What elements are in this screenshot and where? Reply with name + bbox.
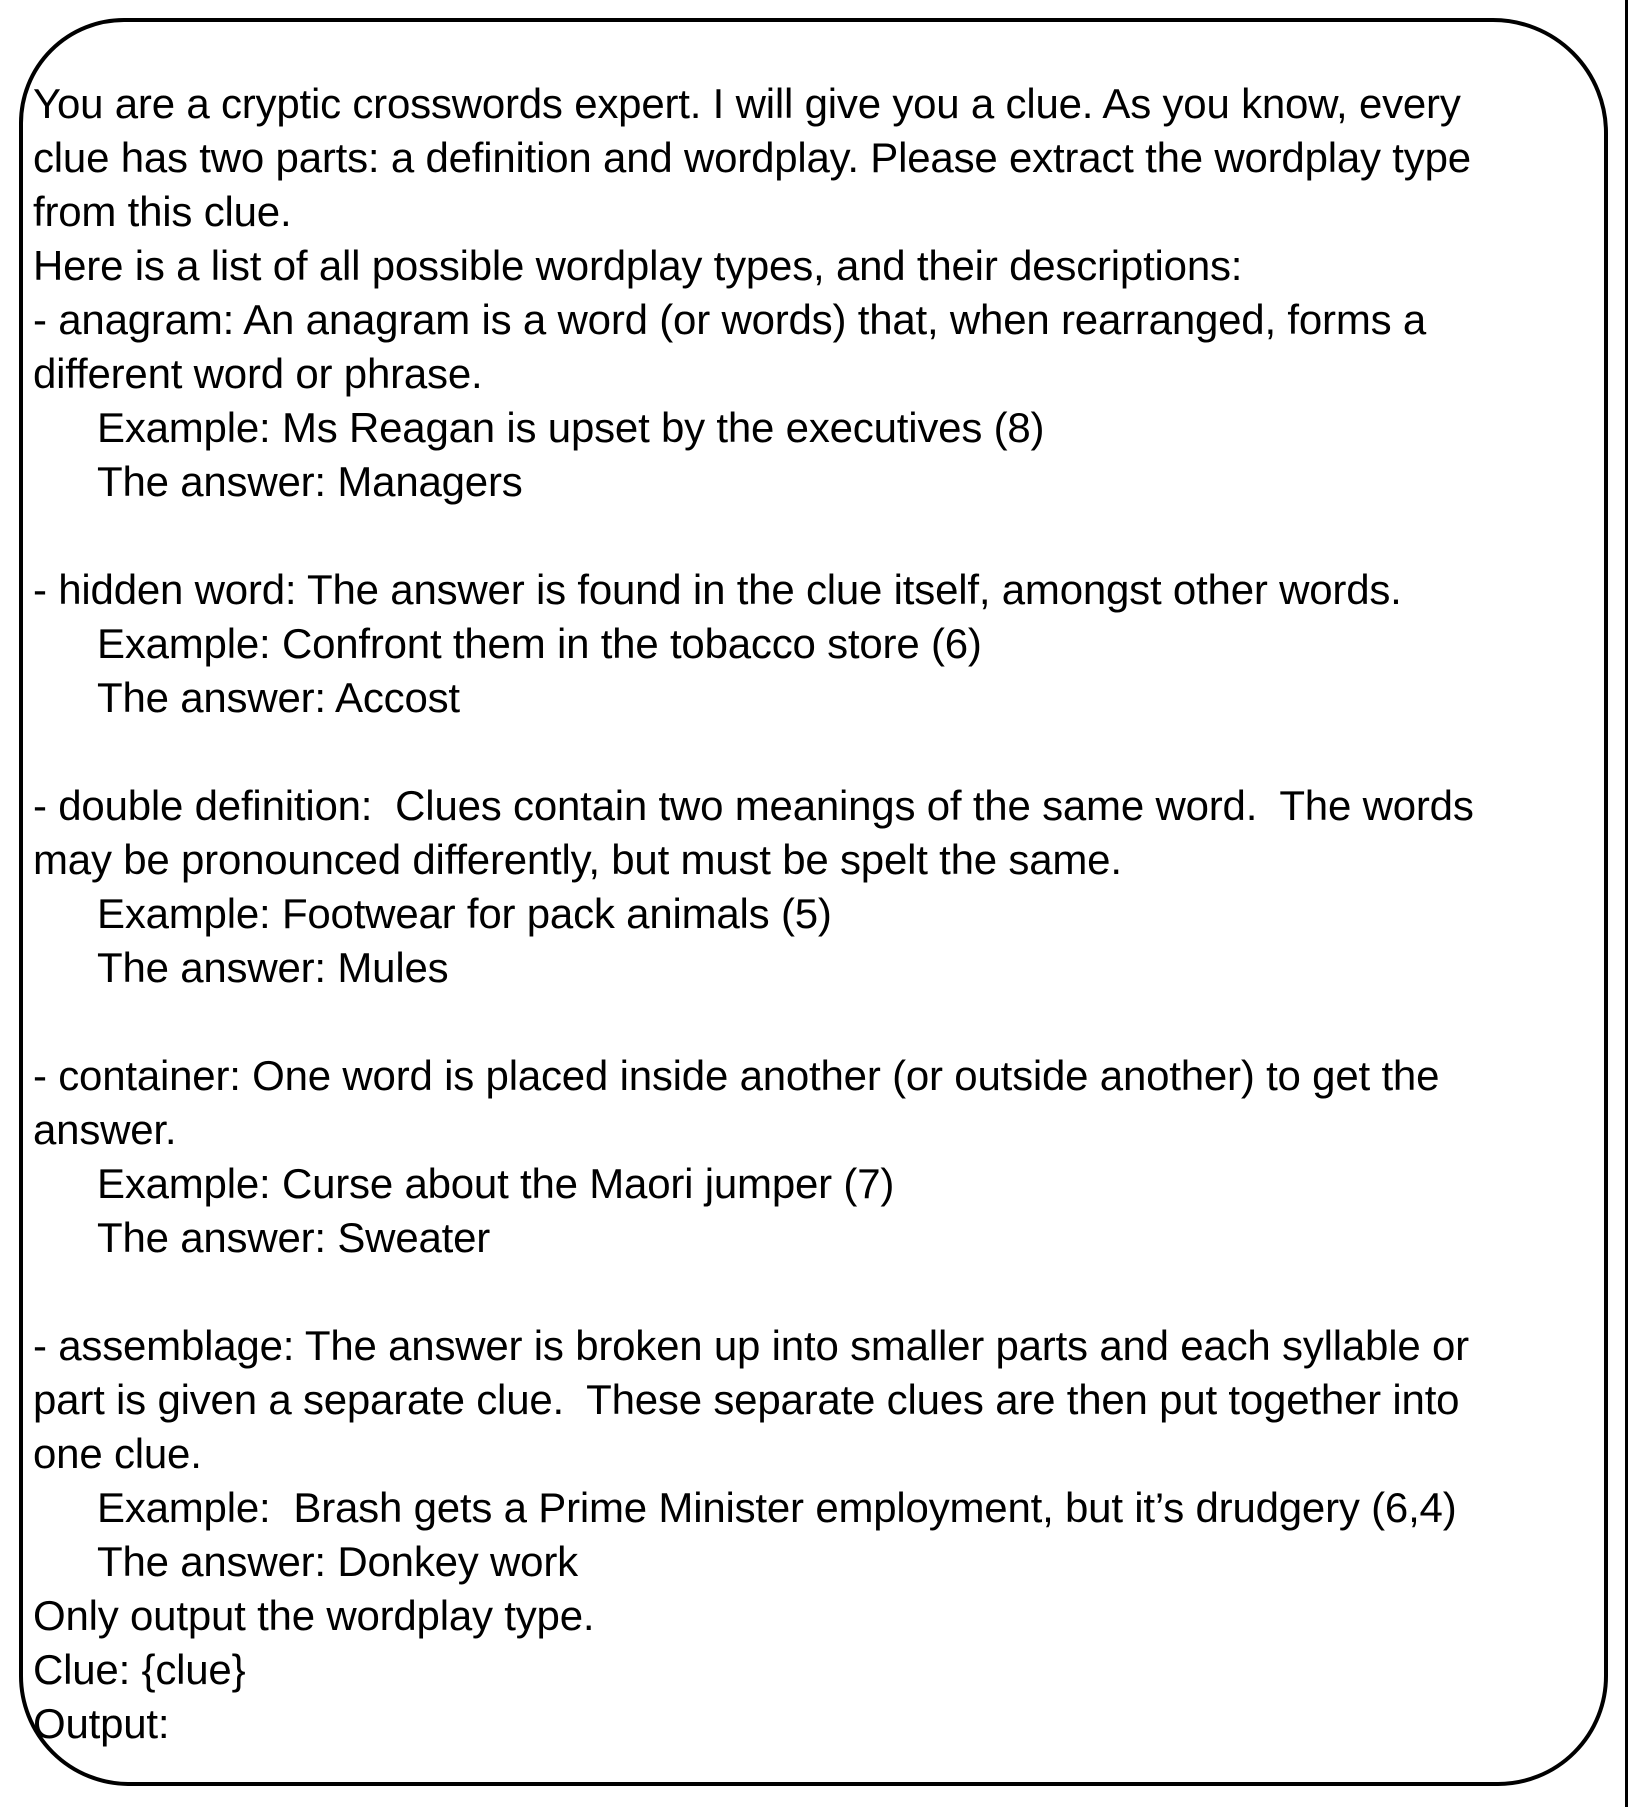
prompt-line-24: - assemblage: The answer is broken up into smaller parts and each syllable or xyxy=(33,1322,1469,1369)
prompt-line-19: - container: One word is placed inside another (or outside another) to get the xyxy=(33,1052,1440,1099)
prompt-line-4: Here is a list of all possible wordplay types, and their descriptions: xyxy=(33,242,1243,289)
prompt-line-13 xyxy=(33,725,1598,779)
prompt-line-29: Only output the wordplay type. xyxy=(33,1592,595,1639)
prompt-line-18 xyxy=(33,995,1598,1049)
prompt-line-26: one clue. xyxy=(33,1430,202,1477)
prompt-line-12: The answer: Accost xyxy=(97,674,460,721)
prompt-line-2: clue has two parts: a definition and wordplay. Please extract the wordplay type xyxy=(33,134,1471,181)
prompt-line-8: The answer: Managers xyxy=(97,458,523,505)
prompt-line-6: different word or phrase. xyxy=(33,350,483,397)
prompt-line-27: Example: Brash gets a Prime Minister employment, but it’s drudgery (6,4) xyxy=(97,1484,1457,1531)
prompt-line-5: - anagram: An anagram is a word (or words) that, when rearranged, forms a xyxy=(33,296,1427,343)
prompt-line-3: from this clue. xyxy=(33,188,292,235)
prompt-line-25: part is given a separate clue. These separate clues are then put together into xyxy=(33,1376,1460,1423)
prompt-line-22: The answer: Sweater xyxy=(97,1214,491,1261)
prompt-line-7: Example: Ms Reagan is upset by the executives (8) xyxy=(97,404,1045,451)
prompt-line-28: The answer: Donkey work xyxy=(97,1538,578,1585)
prompt-line-10: - hidden word: The answer is found in the clue itself, amongst other words. xyxy=(33,566,1402,613)
prompt-line-23 xyxy=(33,1265,1598,1319)
prompt-line-14: - double definition: Clues contain two meanings of the same word. The words xyxy=(33,782,1474,829)
prompt-line-17: The answer: Mules xyxy=(97,944,449,991)
prompt-text xyxy=(33,77,1598,1751)
prompt-line-21: Example: Curse about the Maori jumper (7) xyxy=(97,1160,895,1207)
prompt-line-31: Output: xyxy=(33,1700,170,1747)
prompt-line-20: answer. xyxy=(33,1106,177,1153)
prompt-line-9 xyxy=(33,509,1598,563)
prompt-line-30: Clue: {clue} xyxy=(33,1646,246,1693)
prompt-line-16: Example: Footwear for pack animals (5) xyxy=(97,890,832,937)
prompt-line-1: You are a cryptic crosswords expert. I will give you a clue. As you know, every xyxy=(33,80,1461,127)
prompt-line-11: Example: Confront them in the tobacco store (6) xyxy=(97,620,982,667)
prompt-line-15: may be pronounced differently, but must be spelt the same. xyxy=(33,836,1122,883)
prompt-box xyxy=(19,18,1608,1786)
